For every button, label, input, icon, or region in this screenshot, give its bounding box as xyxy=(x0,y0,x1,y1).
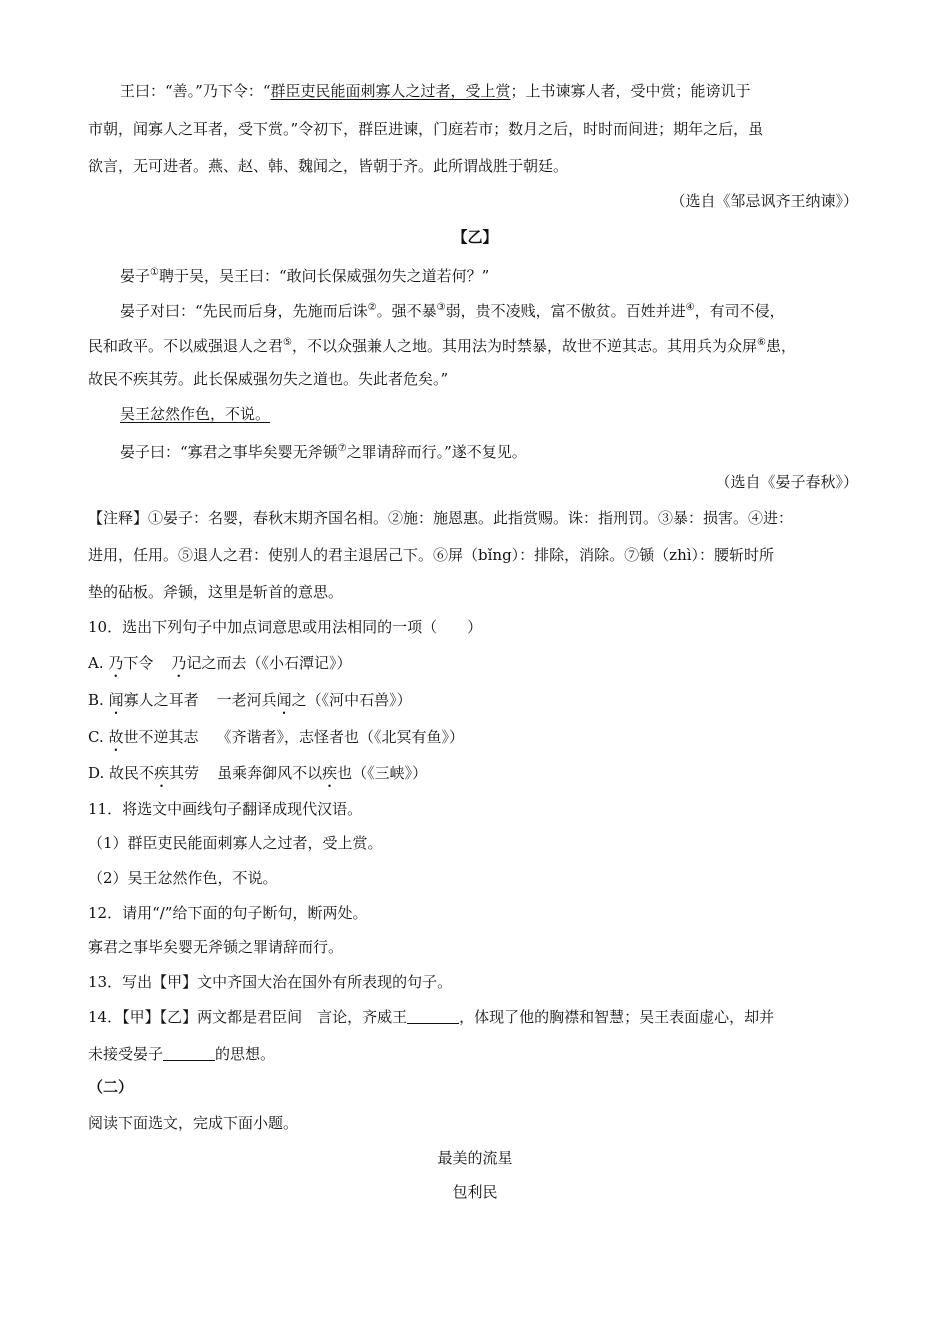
notes-line-2: 进用，任用。⑤退人之君：使别人的君主退居己下。⑥屏（bǐng）：排除，消除。⑦锧（zhì）：腰斩时所 xyxy=(88,546,775,564)
note-ref-7: ⑦ xyxy=(337,443,347,454)
yi-heading: 【乙】 xyxy=(452,228,498,246)
note-ref-6: ⑥ xyxy=(757,337,766,348)
yi-paragraph-3 xyxy=(120,403,270,425)
note-ref-1: ① xyxy=(150,267,159,278)
question-12-text: 寡君之事毕矣婴无斧锧之罪请辞而行。 xyxy=(88,938,344,956)
question-10-stem: 10．选出下列句子中加点词意思或用法相同的一项（ ） xyxy=(88,618,483,636)
note-ref-3: ③ xyxy=(436,302,446,313)
question-10-option-a: A. 乃下令 乃记之而去（《小石潭记》） xyxy=(88,654,352,672)
question-13-stem: 13．写出【甲】文中齐国大治在国外有所表现的句子。 xyxy=(88,973,453,991)
answer-blank-2[interactable] xyxy=(163,1044,215,1061)
jia-source: （选自《邹忌讽齐王纳谏》） xyxy=(670,192,858,210)
question-12-stem: 12．请用“/”给下面的句子断句，断两处。 xyxy=(88,904,368,922)
question-10-option-d: D. 故民不疾其劳 虽乘奔御风不以疾也（《三峡》） xyxy=(88,764,428,782)
underlined-sentence-2: 吴王忿然作色，不说。 xyxy=(120,405,271,423)
article-author: 包利民 xyxy=(452,1183,498,1201)
question-14-line-2: 未接受晏子 的思想。 xyxy=(88,1045,276,1063)
yi-source: （选自《晏子春秋》） xyxy=(715,473,858,491)
note-ref-2: ② xyxy=(367,302,377,313)
underlined-sentence-1: 群臣吏民能面刺寡人之过者，受上赏 xyxy=(270,82,511,100)
jia-paragraph-line-2: 市朝，闻寡人之耳者，受下赏。”令初下，群臣进谏，门庭若市；数月之后，时时而间进；期年之后，虽 xyxy=(88,120,764,138)
notes-line-3: 垫的砧板。斧锧，这里是斩首的意思。 xyxy=(88,583,344,601)
article-title: 最美的流星 xyxy=(437,1149,513,1167)
yi-paragraph-4: 晏子曰：“寡君之事毕矣婴无斧锧⑦之罪请辞而行。”遂不复见。 xyxy=(120,443,527,461)
yi-paragraph-2-line-2: 民和政平。不以威强退人之君⑤，不以众强兼人之地。其用法为时禁暴，故世不逆其志。其用兵为众屏⑥患， xyxy=(88,337,796,355)
question-10-option-b: B. 闻寡人之耳者 一老河兵闻之（《河中石兽》） xyxy=(88,691,412,709)
jia-paragraph-line-1: 王曰：“善。”乃下令：“群臣吏民能面刺寡人之过者，受上赏；上书谏寡人者，受中赏；能谤讥于 xyxy=(120,82,751,100)
question-11-sentence-1: （1）群臣吏民能面刺寡人之过者，受上赏。 xyxy=(88,834,383,852)
question-14-line-1: 14．【甲】【乙】两文都是君臣间 言论，齐威王 ，体现了他的胸襟和智慧；吴王表面虚心，却并 xyxy=(88,1008,775,1026)
question-11-sentence-2: （2）吴王忿然作色，不说。 xyxy=(88,869,278,887)
answer-blank-1[interactable] xyxy=(407,1007,459,1024)
yi-paragraph-1: 晏子①聘于吴，吴王曰：“敢问长保威强勿失之道若何？” xyxy=(120,267,490,285)
yi-paragraph-2-line-3: 故民不疾其劳。此长保威强勿失之道也。失此者危矣。” xyxy=(88,370,449,388)
note-ref-4: ④ xyxy=(685,302,695,313)
yi-paragraph-2-line-1: 晏子对曰：“先民而后身，先施而后诛②。强不暴③弱，贵不凌贱，富不傲贫。百姓并进④，有司不侵， xyxy=(120,302,785,320)
question-11-stem: 11．将选文中画线句子翻译成现代汉语。 xyxy=(88,800,363,818)
part-2-instruction: 阅读下面选文，完成下面小题。 xyxy=(88,1114,299,1132)
notes-line-1: 【注释】①晏子：名婴，春秋末期齐国名相。②施：施恩惠。此指赏赐。诛：指刑罚。③暴：损害。④进： xyxy=(88,509,794,527)
note-ref-5: ⑤ xyxy=(283,337,292,348)
part-2-heading: （二） xyxy=(88,1078,134,1096)
jia-paragraph-line-3: 欲言，无可进者。燕、赵、韩、魏闻之，皆朝于齐。此所谓战胜于朝廷。 xyxy=(88,157,569,175)
question-10-option-c: C. 故世不逆其志 《齐谐者》，志怪者也（《北冥有鱼》） xyxy=(88,728,465,746)
